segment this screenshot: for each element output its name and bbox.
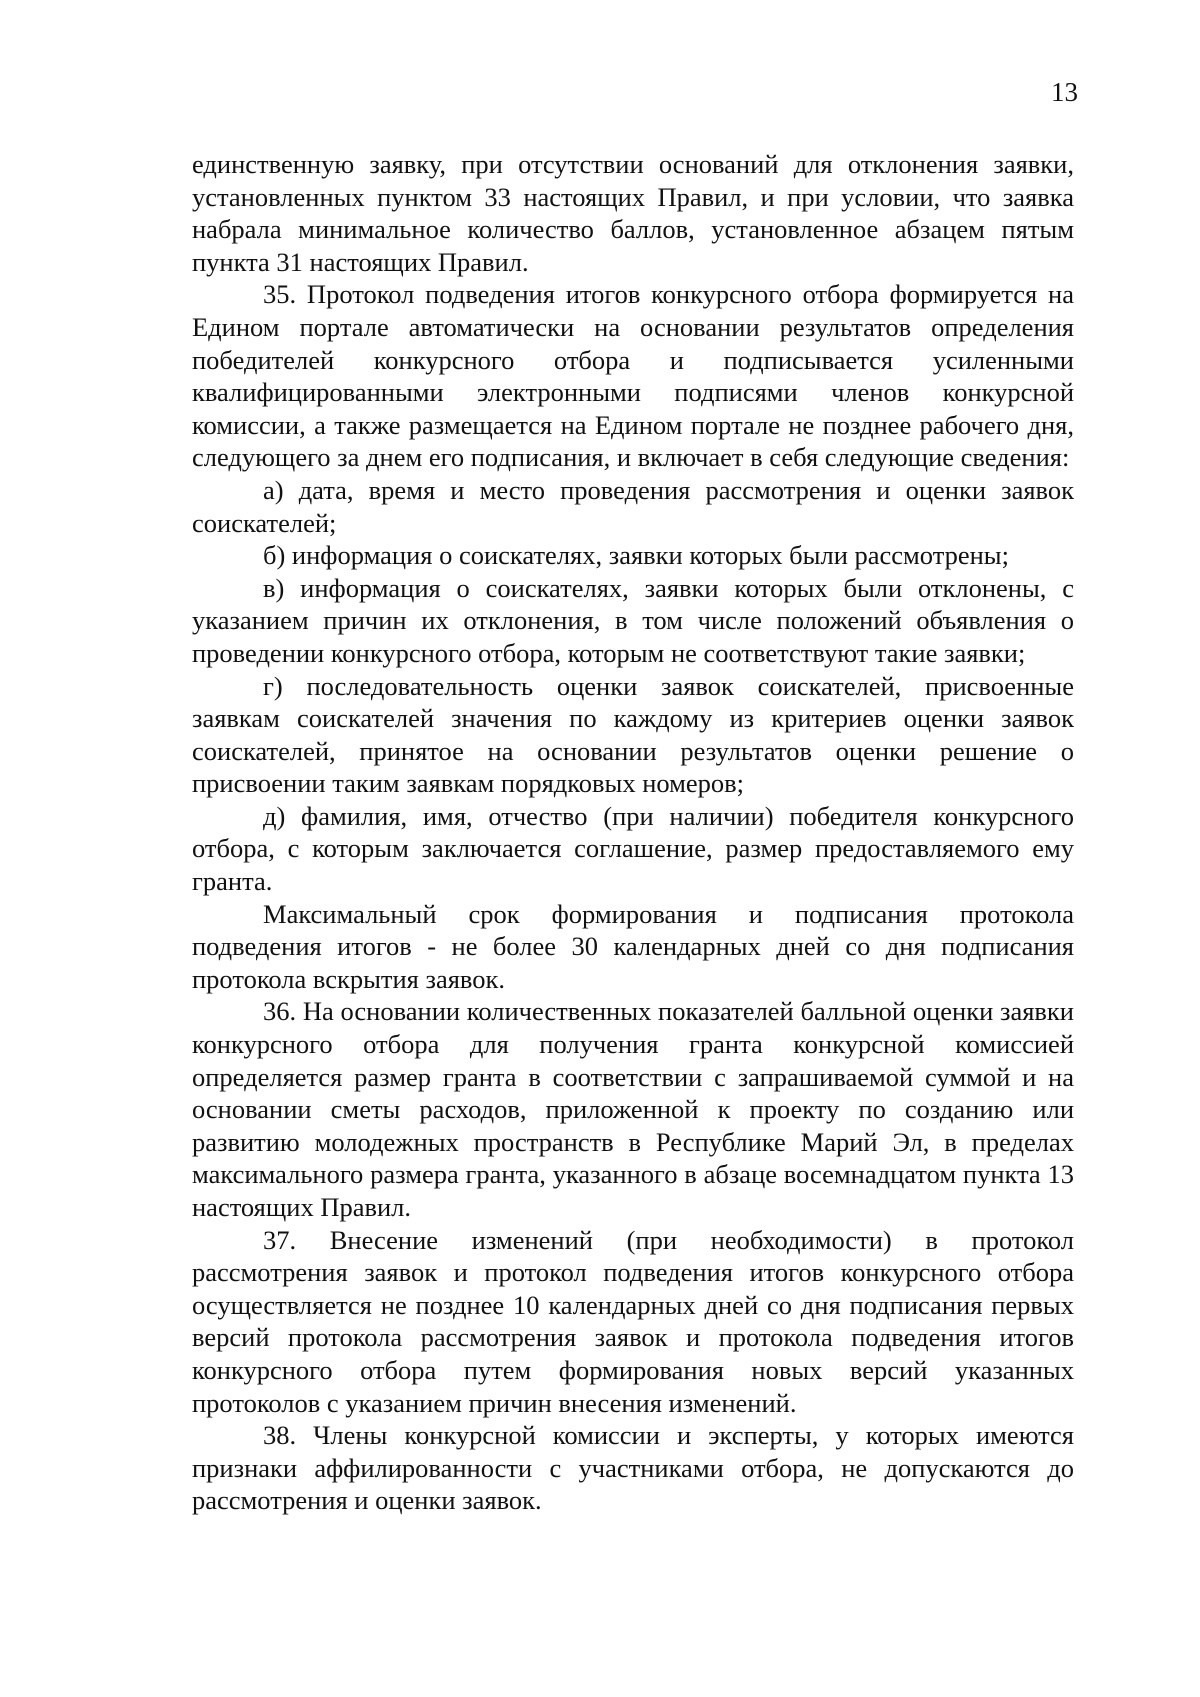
document-body [192, 148, 1074, 1517]
paragraph-subitem-g: г) последовательность оценки заявок соискателей, присвоенные заявкам соискателей значения по каждому из критериев оценки заявок соискателей, принятое на основании результатов оценки решение о присвоении таким заявкам порядковых номеров; [192, 670, 1074, 799]
paragraph-subitem-v: в) информация о соискателях, заявки которых были отклонены, с указанием причин их отклонения, в том числе положений объявления о проведении конкурсного отбора, которым не соответствуют такие заявки; [192, 572, 1074, 668]
paragraph-max-term: Максимальный срок формирования и подписания протокола подведения итогов - не более 30 календарных дней со дня подписания протокола вскрытия заявок. [192, 898, 1074, 994]
paragraph-item-36: 36. На основании количественных показателей балльной оценки заявки конкурсного отбора для получения гранта конкурсной комиссией определяется размер гранта в соответствии с запрашиваемой суммой и на основании сметы расходов, приложенной к проекту по созданию или развитию молодежных пространств в Республике Марий Эл, в пределах максимального размера гранта, указанного в абзаце восемнадцатом пункта 13 настоящих Правил. [192, 996, 1074, 1222]
paragraph-subitem-d: д) фамилия, имя, отчество (при наличии) победителя конкурсного отбора, с которым заключается соглашение, размер предоставляемого ему гранта. [192, 800, 1074, 897]
paragraph-item-38: 38. Члены конкурсной комиссии и эксперты, у которых имеются признаки аффилированности с участниками отбора, не допускаются до рассмотрения и оценки заявок. [192, 1420, 1074, 1516]
paragraph-subitem-a: а) дата, время и место проведения рассмотрения и оценки заявок соискателей; [192, 474, 1074, 538]
page-number: 13 [1051, 77, 1078, 107]
paragraph-item-35: 35. Протокол подведения итогов конкурсного отбора формируется на Едином портале автоматически на основании результатов определения победителей конкурсного отбора и подписывается усиленными квалифицированными электронными подписями членов конкурсной комиссии, а также размещается на Едином портале не позднее рабочего дня, следующего за днем его подписания, и включает в себя следующие сведения: [192, 279, 1074, 473]
paragraph-subitem-b: б) информация о соискателях, заявки которых были рассмотрены; [263, 540, 1009, 571]
paragraph-item-37: 37. Внесение изменений (при необходимости) в протокол рассмотрения заявок и протокол подведения итогов конкурсного отбора осуществляется не позднее 10 календарных дней со дня подписания первых версий протокола рассмотрения заявок и протокола подведения итогов конкурсного отбора путем формирования новых версий указанных протоколов с указанием причин внесения изменений. [192, 1224, 1074, 1418]
paragraph-continuation: единственную заявку, при отсутствии оснований для отклонения заявки, установленных пунктом 33 настоящих Правил, и при условии, что заявка набрала минимальное количество баллов, установленное абзацем пятым пункта 31 настоящих Правил. [192, 149, 1074, 277]
